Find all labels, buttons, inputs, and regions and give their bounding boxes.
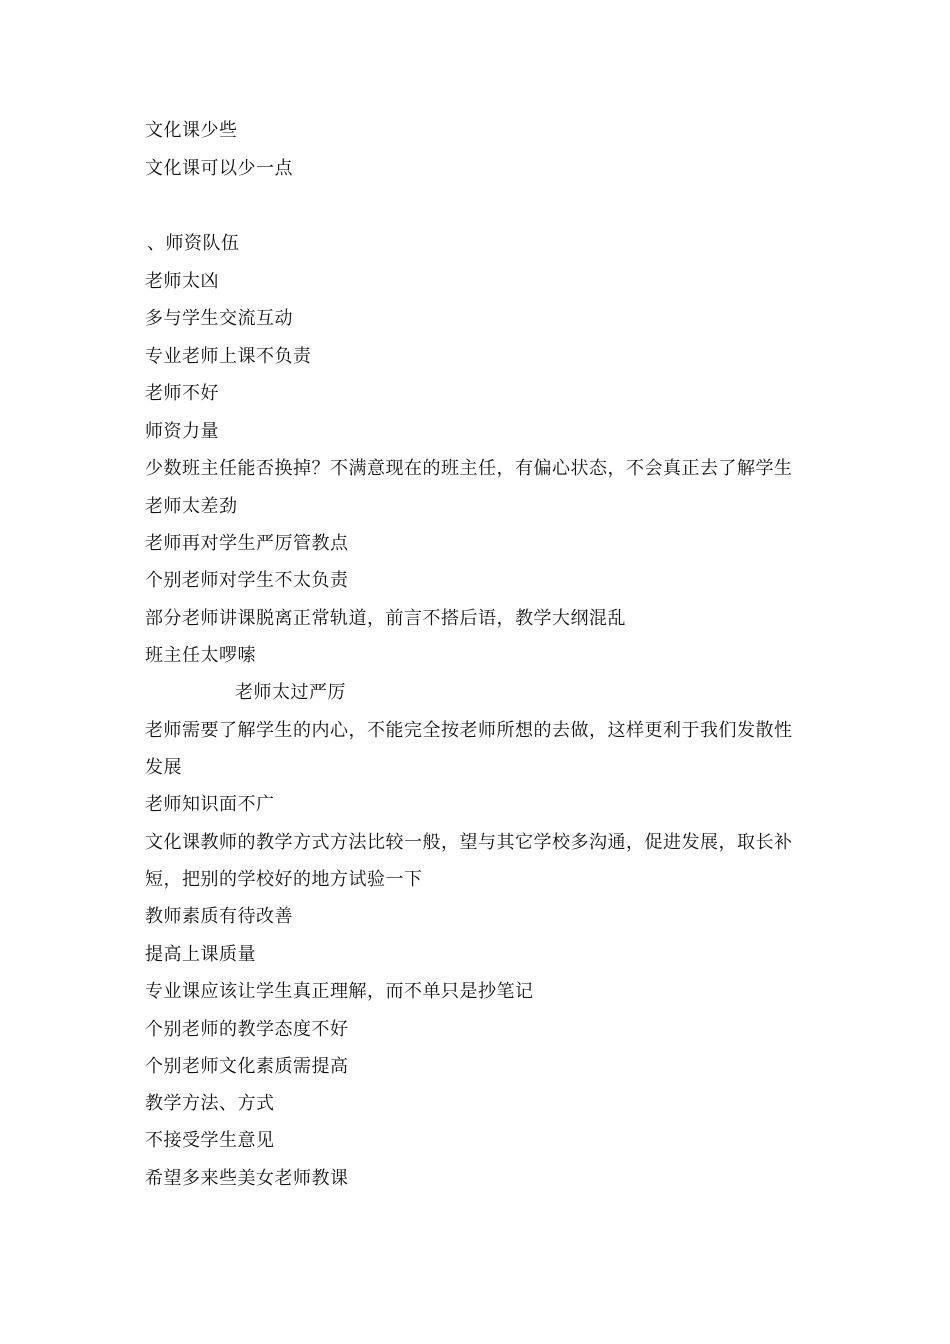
text-line: 个别老师对学生不太负责 xyxy=(145,570,349,591)
text-line: 短，把别的学校好的地方试验一下 xyxy=(145,869,423,890)
text-line: 专业老师上课不负责 xyxy=(145,346,312,367)
text-line: 个别老师文化素质需提高 xyxy=(145,1056,349,1077)
text-line: 发展 xyxy=(145,757,182,778)
text-line: 希望多来些美女老师教课 xyxy=(145,1168,349,1189)
text-line: 文化课可以少一点 xyxy=(145,158,293,179)
text-line: 多与学生交流互动 xyxy=(145,308,293,329)
text-line: 少数班主任能否换掉？不满意现在的班主任，有偏心状态，不会真正去了解学生 xyxy=(145,458,793,479)
text-line: 教师素质有待改善 xyxy=(145,906,293,927)
text-line: 老师不好 xyxy=(145,383,219,404)
text-line: 提高上课质量 xyxy=(145,944,256,965)
text-line: 老师知识面不广 xyxy=(145,794,275,815)
section-heading: 、师资队伍 xyxy=(147,233,240,254)
text-line: 文化课教师的教学方式方法比较一般，望与其它学校多沟通，促进发展，取长补 xyxy=(145,832,793,853)
text-line: 师资力量 xyxy=(145,421,219,442)
text-line: 不接受学生意见 xyxy=(145,1130,275,1151)
text-line: 教学方法、方式 xyxy=(145,1093,275,1114)
text-line: 个别老师的教学态度不好 xyxy=(145,1019,349,1040)
text-line: 老师太过严厉 xyxy=(235,682,346,703)
text-line: 部分老师讲课脱离正常轨道，前言不搭后语，教学大纲混乱 xyxy=(145,608,626,629)
text-line: 老师太差劲 xyxy=(145,496,238,517)
text-line: 老师太凶 xyxy=(145,271,219,292)
text-line: 老师再对学生严厉管教点 xyxy=(145,533,349,554)
text-line: 文化课少些 xyxy=(145,120,238,141)
text-line: 班主任太啰嗦 xyxy=(145,645,256,666)
text-line: 老师需要了解学生的内心，不能完全按老师所想的去做，这样更利于我们发散性 xyxy=(145,720,793,741)
text-line: 专业课应该让学生真正理解，而不单只是抄笔记 xyxy=(145,981,534,1002)
